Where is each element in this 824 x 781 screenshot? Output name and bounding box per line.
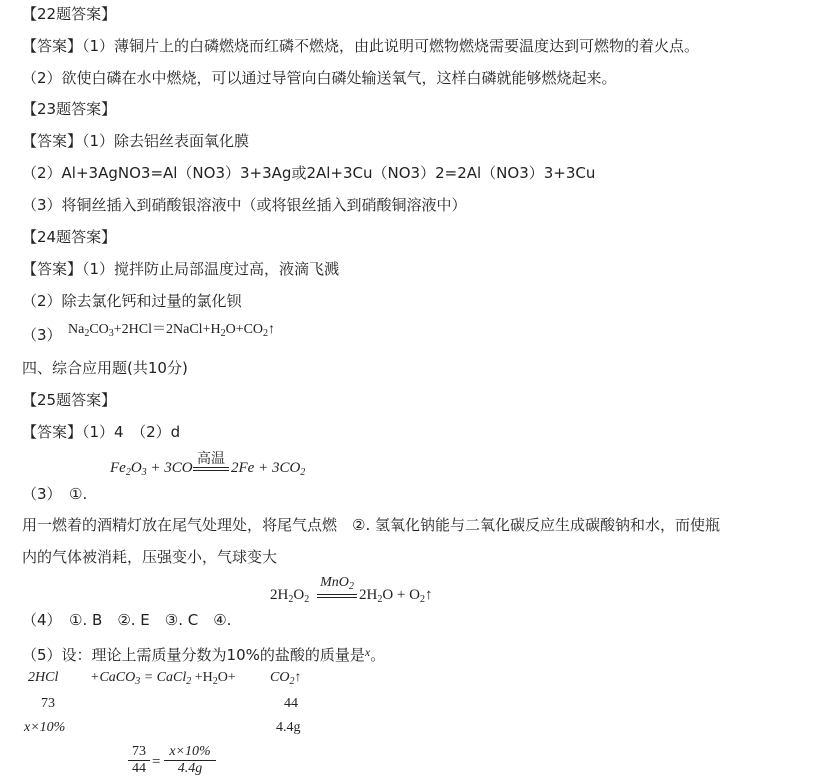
section-heading-4: 四、综合应用题(共10分) [22, 359, 188, 377]
calc-equation-middle: +CaCO$_3$ = CaCl$_2$ $+H_2O+$ [90, 670, 236, 687]
condition-high-temp: 高温 [197, 451, 225, 467]
heading-q23: 【23题答案】 [22, 100, 117, 118]
answer-q23-3: （3）将铜丝插入到硝酸银溶液中（或将银丝插入到硝酸铜溶液中） [22, 196, 467, 214]
answer-q24-1: 【答案】（1）搅拌防止局部温度过高，液滴飞溅 [22, 260, 340, 278]
heading-q24: 【24题答案】 [22, 228, 117, 246]
answer-q23-1: 【答案】（1）除去铝丝表面氧化膜 [22, 132, 250, 150]
calc-equation-row: 2HCl [28, 670, 59, 685]
calc-mass-co2: 44 [284, 696, 298, 711]
equation-h2o2-left: $2H_2O_2$ [270, 587, 310, 605]
calc-unknown-hcl: x×10% [24, 720, 66, 735]
answer-q25-5: （5）设：理论上需质量分数为10%的盐酸的质量是$^x$。 [22, 645, 386, 664]
calc-mass-hcl: 73 [41, 696, 55, 711]
answer-q22-1: 【答案】（1）薄铜片上的白磷燃烧而红磷不燃烧，由此说明可燃物燃烧需要温度达到可燃物的着火点。 [22, 37, 700, 55]
fraction-right: x×10% 4.4g [164, 744, 216, 777]
answer-q24-3-prefix: （3） [22, 326, 62, 344]
equation-na2co3: $Na_2CO_3+2HCl=2NaCl+H_2O+CO_2↑$ [68, 322, 276, 339]
calc-equation-co2: $CO_2↑$ [270, 670, 302, 687]
answer-q25-3-text-cont: 内的气体被消耗，压强变小，气球变大 [22, 548, 278, 566]
heading-q22: 【22题答案】 [22, 5, 117, 23]
equation-fe2o3-left: $Fe_2O_3 + 3CO$ [110, 460, 193, 478]
answer-q25-1-2: 【答案】（1）4 （2）d [22, 423, 181, 441]
fraction-left: 73 44 [128, 744, 150, 777]
answer-q23-2: （2）Al+3AgNO3=Al（NO3）3+3Ag或2Al+3Cu（NO3）2=2Al（NO3）3+3Cu [22, 164, 596, 182]
answer-q25-3-prefix: （3） ①. [22, 485, 88, 503]
equals-double-line [193, 467, 229, 471]
equals-sign: = [152, 754, 161, 770]
answer-q25-4: （4） ①. B ②. E ③. C ④. [22, 611, 232, 629]
answer-q25-3-text: 用一燃着的酒精灯放在尾气处理处，将尾气点燃 ②. 氢氧化钠能与二氧化碳反应生成碳酸钠和水，而使瓶 [22, 516, 720, 534]
equals-double-line-2 [317, 594, 357, 598]
answer-q24-2: （2）除去氯化钙和过量的氯化钡 [22, 292, 242, 310]
heading-q25: 【25题答案】 [22, 391, 117, 409]
answer-q22-2: （2）欲使白磷在水中燃烧，可以通过导管向白磷处输送氧气，这样白磷就能够燃烧起来。 [22, 69, 617, 87]
calc-known-co2: 4.4g [276, 720, 301, 735]
equation-fe2o3-right: $2Fe + 3CO_2$ [231, 460, 306, 478]
equation-h2o2-right: $2H_2O$ + $O_2↑$ [359, 587, 433, 605]
condition-mno2: MnO$_2$ [320, 575, 354, 592]
